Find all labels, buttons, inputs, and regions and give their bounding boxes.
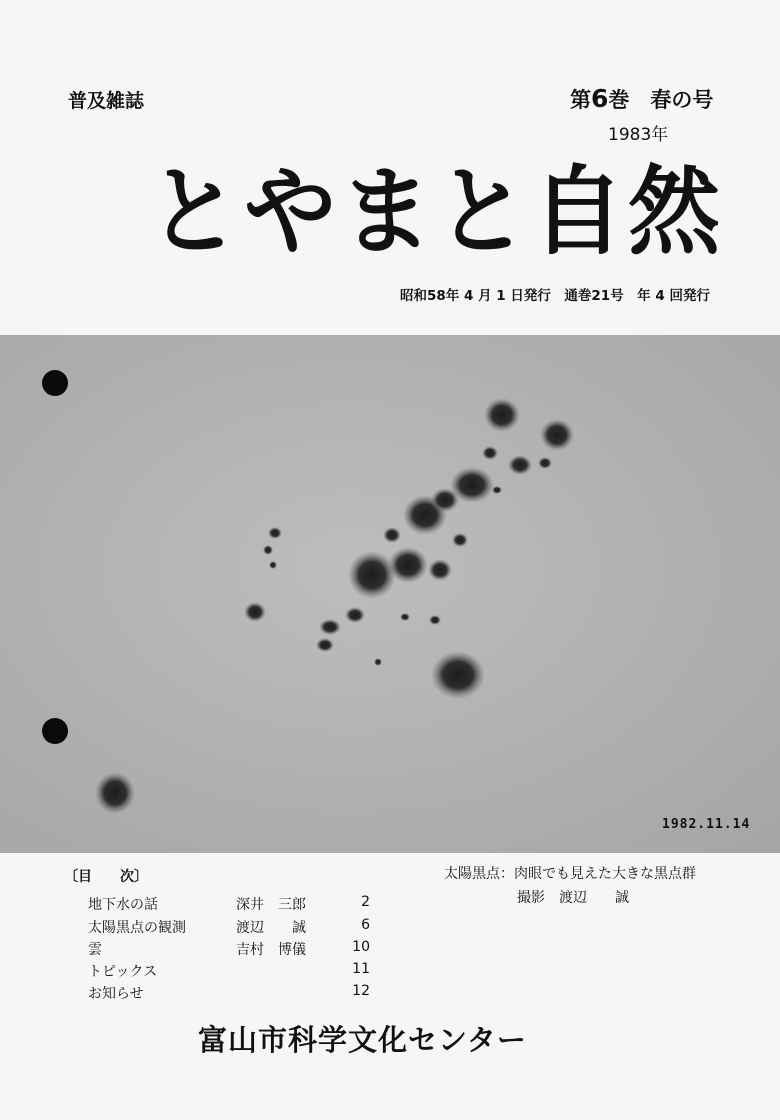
toc-item-page: 12 <box>352 983 370 999</box>
toc-item-author: 吉村 博儀 <box>236 942 306 958</box>
publisher-name: 富山市科学文化センター <box>198 1023 527 1057</box>
publication-info: 昭和58年 4 月 1 日発行 通巻21号 年 4 回発行 <box>400 288 710 304</box>
sunspot-image <box>0 335 780 853</box>
toc-item-title: 雲 <box>88 942 102 958</box>
toc-item[interactable] <box>0 961 400 983</box>
toc-item-page: 10 <box>352 939 370 955</box>
sunspot-photo <box>0 335 780 853</box>
publication-year: 1983年 <box>608 125 669 145</box>
toc-item-title: お知らせ <box>88 986 144 1002</box>
toc-item-page: 2 <box>361 894 370 910</box>
volume-suffix: 巻 春の号 <box>608 88 714 112</box>
punch-hole <box>42 370 68 396</box>
toc-item-title: 太陽黒点の観測 <box>88 920 186 936</box>
punch-hole <box>42 718 68 744</box>
photo-caption: 太陽黒点：肉眼でも見えた大きな黒点群 <box>444 866 696 882</box>
toc-item-author: 渡辺 誠 <box>236 920 306 936</box>
toc-item-title: トピックス <box>88 964 158 980</box>
toc-item-page: 6 <box>361 917 370 933</box>
photo-credit: 撮影 渡辺 誠 <box>517 890 629 906</box>
toc-item-author: 深井 三郎 <box>236 897 306 913</box>
toc-item[interactable] <box>0 983 400 1005</box>
toc-item-title: 地下水の話 <box>88 897 158 913</box>
photo-date-stamp: 1982.11.14 <box>662 817 751 832</box>
toc-item[interactable] <box>0 894 400 916</box>
magazine-type: 普及雑誌 <box>68 90 145 112</box>
magazine-title: とやまと自然 <box>148 154 725 269</box>
volume-prefix: 第 <box>570 88 591 112</box>
toc-item[interactable] <box>0 939 400 961</box>
toc-item-page: 11 <box>352 961 370 977</box>
volume-number: 6 <box>591 84 609 113</box>
volume-label <box>570 84 713 114</box>
toc-heading: 〔目 次〕 <box>64 869 148 885</box>
toc-item[interactable] <box>0 917 400 939</box>
